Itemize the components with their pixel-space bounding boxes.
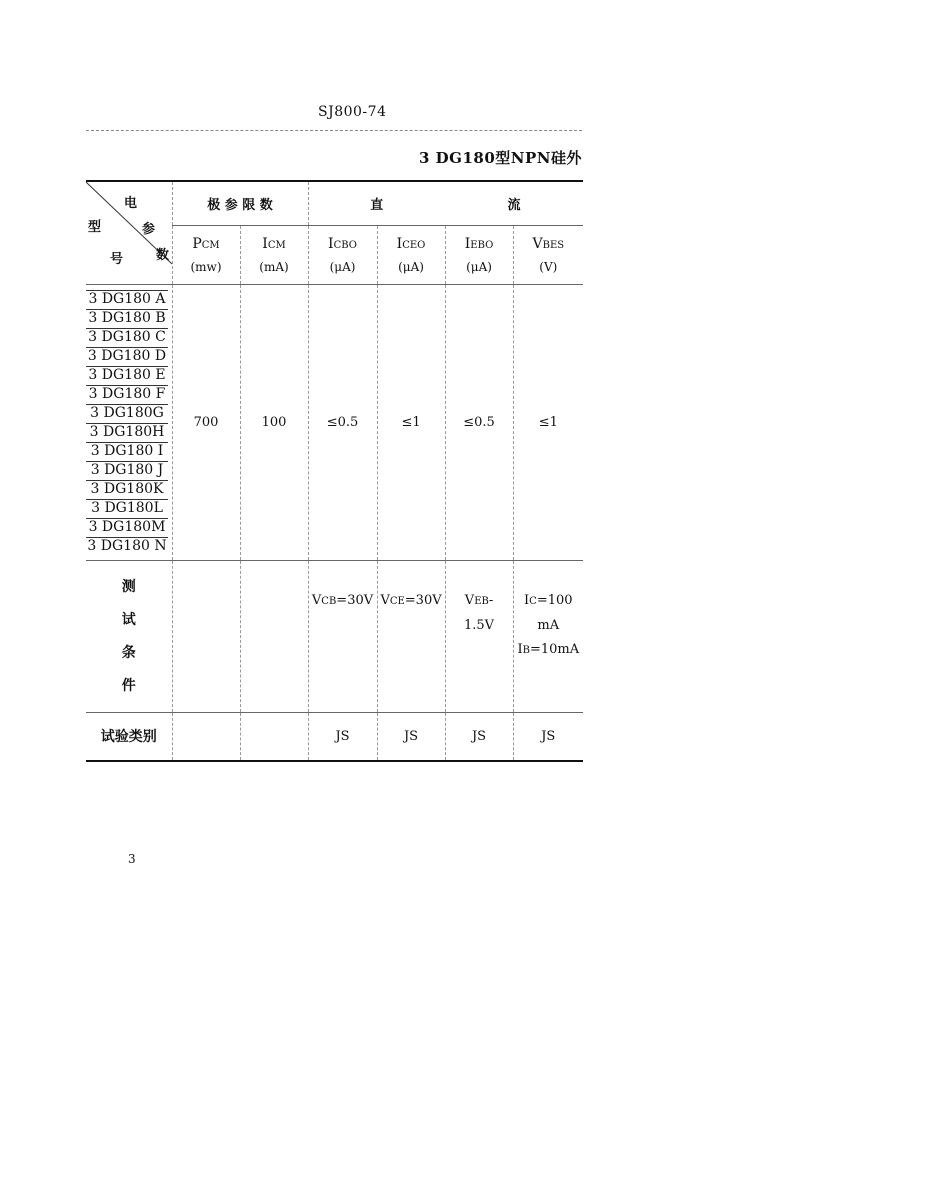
model-item: 3 DG180G [86, 404, 168, 423]
model-item: 3 DG180 E [86, 366, 168, 385]
model-item: 3 DG180L [86, 499, 168, 518]
corner-label-left-top: 型 [88, 220, 102, 235]
conditions-row [86, 561, 583, 713]
condition-pcm [172, 561, 240, 713]
model-item: 3 DG180 N [87, 537, 167, 554]
condition-icbo: VCB=30V [308, 561, 377, 713]
condition-icm [240, 561, 308, 713]
value-pcm: 700 [172, 285, 240, 561]
col-header-iceo: ICEO (μA) [377, 226, 445, 285]
corner-cell [86, 181, 172, 285]
condition-iceo: VCE=30V [377, 561, 445, 713]
test-category-icm [240, 713, 308, 761]
model-item: 3 DG180 C [86, 328, 168, 347]
model-item: 3 DG180 B [86, 309, 168, 328]
col-header-iebo: IEBO (μA) [445, 226, 513, 285]
page-number: 3 [128, 852, 136, 866]
table-title: 3 DG180型NPN硅外 [419, 149, 582, 167]
corner-label-right: 数 [156, 248, 170, 263]
value-icm: 100 [240, 285, 308, 561]
model-item: 3 DG180 A [86, 290, 168, 309]
group-dc-right-label: 流 [507, 198, 521, 214]
condition-iebo: VEB- 1.5V [445, 561, 513, 713]
group-header-row [86, 181, 583, 226]
document-code: SJ800-74 [318, 104, 387, 120]
value-iceo: ≤1 [377, 285, 445, 561]
test-category-iceo: JS [377, 713, 445, 761]
condition-vbes: IC=100 mA IB=10mA [513, 561, 583, 713]
value-iebo: ≤0.5 [445, 285, 513, 561]
model-item: 3 DG180 J [86, 461, 168, 480]
corner-label-top: 电 [124, 196, 138, 211]
conditions-label: 测 试 条 件 [86, 561, 172, 713]
spec-table [86, 180, 583, 762]
group-dc-left-label: 直 [308, 181, 445, 226]
model-item: 3 DG180K [86, 480, 168, 499]
value-icbo: ≤0.5 [308, 285, 377, 561]
test-category-icbo: JS [308, 713, 377, 761]
model-list [86, 285, 172, 561]
model-item: 3 DG180 F [86, 385, 168, 404]
col-header-icbo: ICBO (μA) [308, 226, 377, 285]
model-item: 3 DG180 D [87, 347, 167, 364]
col-header-pcm: PCM (mw) [172, 226, 240, 285]
test-category-iebo: JS [445, 713, 513, 761]
corner-label-middle: 参 [142, 222, 156, 237]
model-item: 3 DG180M [86, 518, 168, 537]
test-category-pcm [172, 713, 240, 761]
corner-label-left-bottom: 号 [110, 252, 124, 267]
test-category-row [86, 713, 583, 761]
values-row [86, 285, 583, 561]
col-header-icm: ICM (mA) [240, 226, 308, 285]
test-category-vbes: JS [513, 713, 583, 761]
value-vbes: ≤1 [513, 285, 583, 561]
header-rule [86, 130, 582, 131]
test-category-label: 试验类别 [86, 713, 172, 761]
model-item: 3 DG180 I [86, 442, 168, 461]
model-item: 3 DG180H [86, 423, 168, 442]
col-header-vbes: VBES (V) [513, 226, 583, 285]
group-limit-label: 极 参 限 数 [172, 181, 308, 226]
